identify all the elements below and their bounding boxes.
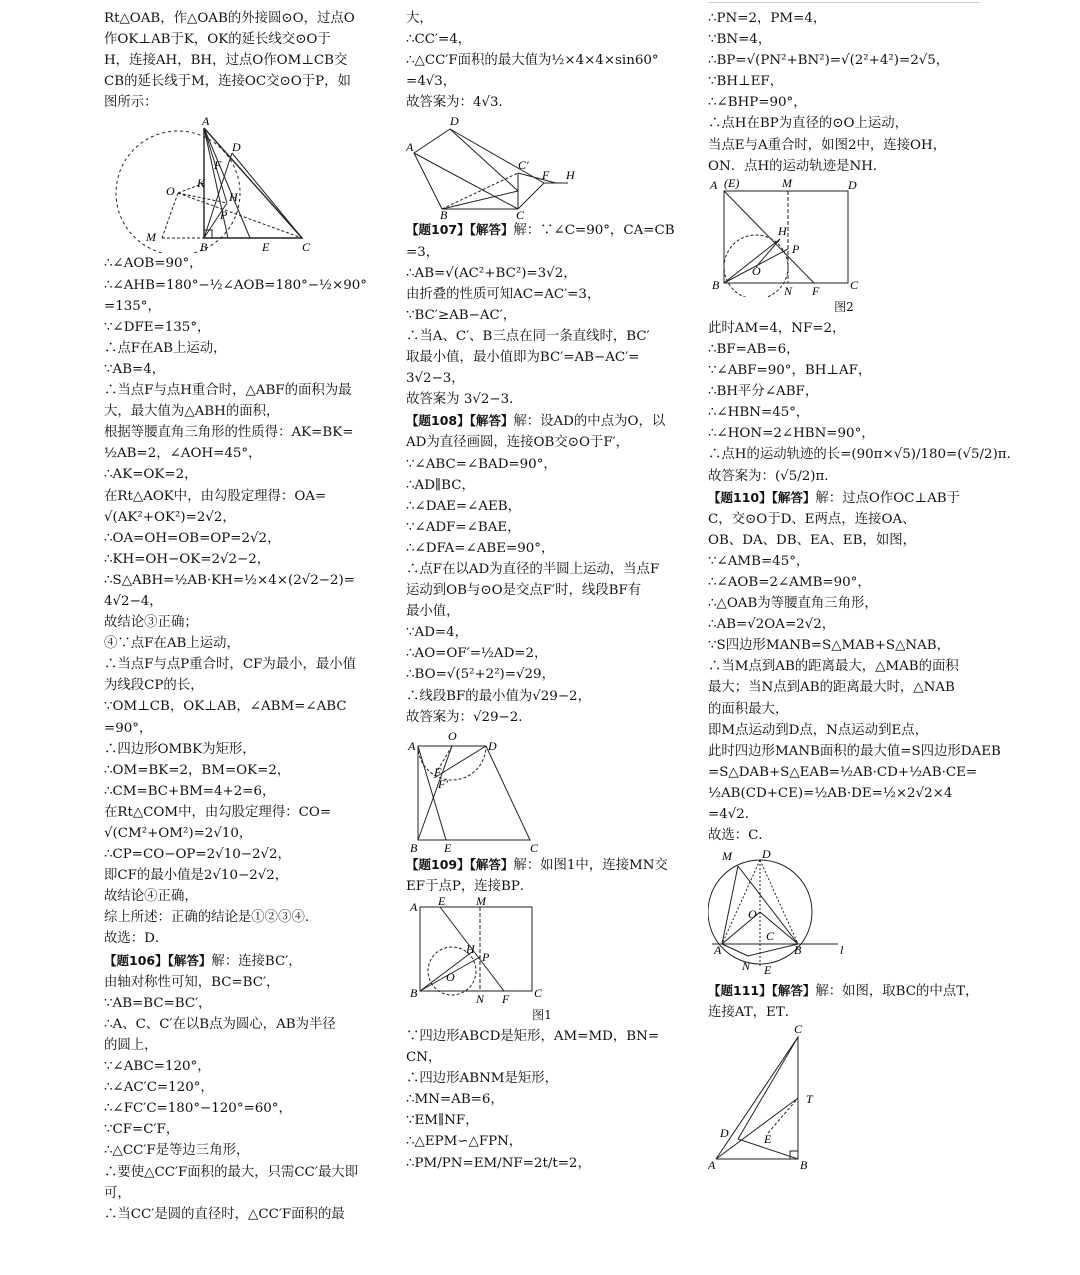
- svg-text:H: H: [466, 941, 475, 956]
- text-line: ∴A、C、C′在以B点为圆心，AB为半径: [104, 1016, 336, 1032]
- text-line: ∵OM⊥CB，OK⊥AB，∠ABM=∠ABC: [104, 699, 347, 715]
- svg-text:D: D: [762, 847, 771, 862]
- text-line: ∴∠AOB=90°，: [104, 256, 203, 272]
- text-line: ∴当CC′是圆的直径时，△CC′F面积的最: [104, 1206, 345, 1222]
- text-line: √(AK²+OK²)=2√2，: [104, 509, 236, 525]
- text-line: 在Rt△COM中，由勾股定理得：CO=: [104, 804, 332, 820]
- text-line: ∵BH⊥EF，: [708, 74, 784, 90]
- text-line: ∴∠AC′C=120°，: [104, 1080, 214, 1096]
- text-line: ∴BO=√(5²+2²)=√29，: [406, 667, 555, 683]
- svg-text:M: M: [476, 896, 486, 908]
- text-line: ∵S四边形MANB=S△MAB+S△NAB，: [708, 638, 951, 654]
- svg-text:P: P: [792, 241, 800, 256]
- text-line: ∴△CC′F面积的最大值为½×4×4×sin60°: [406, 53, 659, 69]
- text-line: 故答案为：√29−2．: [406, 709, 532, 725]
- svg-text:O: O: [446, 969, 455, 984]
- problem-109: [406, 854, 678, 897]
- text-line: ∴AD∥BC，: [406, 477, 475, 493]
- svg-text:C: C: [516, 208, 525, 220]
- text-line: ∴CP=CO−OP=2√10−2√2，: [104, 847, 291, 863]
- text-line: ∵∠ADF=∠BAE，: [406, 519, 521, 535]
- text-line: ∴MN=AB=6，: [406, 1092, 504, 1108]
- text-line: 故答案为：4√3．: [406, 95, 512, 111]
- text-line: CN，: [406, 1050, 442, 1066]
- text-line: ∵AB=BC=BC′，: [104, 995, 212, 1011]
- text-line: AD为直径画圆，连接OB交⊙O于F′，: [406, 435, 630, 451]
- svg-text:B: B: [200, 240, 208, 254]
- text-line: ∴∠DAE=∠AEB，: [406, 498, 522, 514]
- text-line: ∵AD=4，: [406, 625, 469, 641]
- text-line: ∴OM=BK=2，BM=OK=2，: [104, 762, 291, 778]
- text-line: 此时四边形MANB面积的最大值=S四边形DAEB: [708, 743, 1001, 759]
- problem-heading-line: [406, 219, 678, 241]
- problem-heading-line: [708, 980, 980, 1002]
- text-line: 大，: [406, 11, 433, 26]
- text-line: ∵BC′≥AB−AC′，: [406, 307, 517, 323]
- text-line: ∴CM=BC+BM=4+2=6，: [104, 783, 276, 799]
- text-line: 由折叠的性质可知AC=AC′=3，: [406, 286, 601, 302]
- text-line: ∴AB=√(AC²+BC²)=3√2，: [406, 265, 577, 281]
- svg-text:K: K: [197, 176, 206, 191]
- svg-text:N: N: [784, 283, 793, 297]
- svg-text:F: F: [434, 764, 442, 779]
- text-line: 解：如图1中，连接MN交: [513, 857, 668, 873]
- text-line: √(CM²+OM²)=2√10，: [104, 826, 253, 841]
- svg-text:F: F: [214, 158, 222, 173]
- text-line: =90°，: [104, 720, 153, 736]
- svg-text:C: C: [530, 840, 539, 854]
- svg-text:M: M: [782, 176, 792, 190]
- text-line: ∵CF=C′F，: [104, 1122, 180, 1138]
- text-line: ½AB(CD+CE)=½AB·DE=½×2√2×4: [708, 785, 953, 801]
- text-line: ∵∠ABF=90°，BH⊥AF，: [708, 363, 872, 379]
- text-line: 故结论③正确；: [104, 615, 198, 631]
- text-line: ∵∠DFE=135°，: [104, 319, 211, 335]
- text-line: ∴KH=OH−OK=2√2−2，: [104, 551, 271, 567]
- svg-text:A: A: [408, 738, 416, 753]
- text-line: 故选：C．: [708, 828, 772, 844]
- svg-text:H: H: [566, 168, 575, 183]
- figure-109-1: [406, 897, 678, 1005]
- text-line: ∴∠FC′C=180°−120°=60°，: [104, 1101, 292, 1117]
- problem-heading: 【题110】【解答】: [708, 489, 816, 505]
- svg-text:C: C: [302, 240, 311, 254]
- text-line: =135°，: [104, 298, 161, 314]
- text-line: ∴BF=AB=6，: [708, 341, 800, 357]
- text-line: ∴AB=√2OA=2√2，: [708, 617, 836, 633]
- column-3: [708, 8, 1020, 1172]
- svg-text:O: O: [752, 263, 761, 278]
- svg-text:A: A: [410, 899, 418, 914]
- svg-text:E: E: [438, 896, 446, 908]
- problem-heading: 【题108】【解答】: [406, 413, 514, 429]
- svg-text:B: B: [440, 208, 448, 220]
- figure-105: [104, 113, 378, 253]
- text-line: EF于点P，连接BP．: [406, 878, 534, 894]
- text-line: ∴AO=OF′=½AD=2，: [406, 646, 548, 662]
- svg-text:E: E: [764, 963, 772, 978]
- svg-text:(E): (E): [724, 176, 740, 190]
- text-line: =S△DAB+S△EAB=½AB·CD+½AB·CE=: [708, 764, 978, 780]
- svg-text:l: l: [840, 943, 844, 958]
- text-line: ∴∠HON=2∠HBN=90°，: [708, 426, 875, 442]
- text-line: 故答案为 3√2−3．: [406, 392, 523, 408]
- problem-heading: 【题107】【解答】: [406, 222, 514, 238]
- text-line: 大，最大值为△ABH的面积，: [104, 404, 280, 420]
- problem-108: [406, 410, 678, 727]
- text-line: ∴点H的运动轨迹的长=(90π×√5)/180=(√5/2)π．: [708, 447, 1020, 463]
- text-line: 故选：D．: [104, 931, 169, 947]
- text-line: 根据等腰直角三角形的性质得：AK=BK=: [104, 425, 354, 441]
- col3-text-b: [708, 318, 1020, 487]
- text-line: 的圆上，: [104, 1037, 158, 1053]
- svg-text:P: P: [220, 208, 228, 223]
- svg-text:M: M: [722, 849, 732, 864]
- svg-text:M: M: [146, 230, 156, 245]
- problem-107: [406, 219, 678, 410]
- svg-text:A: A: [714, 943, 722, 958]
- text-line: ∴四边形OMBK为矩形，: [104, 741, 256, 757]
- problem-111: [708, 980, 980, 1023]
- text-line: ∴当A、C′、B三点在同一条直线时，BC′: [406, 328, 650, 344]
- text-line: 解：过点O作OC⊥AB于: [815, 490, 960, 506]
- text-line: 可，: [104, 1185, 131, 1201]
- col3-text-a: [708, 8, 980, 177]
- text-line: ∴PN=2，PM=4，: [708, 11, 827, 26]
- svg-text:D: D: [720, 1126, 729, 1141]
- problem-heading-line: [406, 854, 678, 876]
- col1-text-b: [104, 253, 378, 949]
- text-line: ON．点H的运动轨迹是NH．: [708, 158, 887, 174]
- text-line: 最小值，: [406, 604, 460, 620]
- text-line: 解：设AD的中点为O，以: [513, 414, 666, 430]
- svg-text:H: H: [229, 190, 238, 205]
- text-line: ∵EM∥NF，: [406, 1113, 479, 1129]
- text-line: ∴当点F与点P重合时，CF为最小，最小值: [104, 657, 357, 673]
- text-line: 由轴对称性可知，BC=BC′，: [104, 974, 280, 990]
- text-line: 即M点运动到D点，N点运动到E点，: [708, 722, 929, 738]
- text-line: ∴△EPM∽△FPN，: [406, 1134, 523, 1150]
- text-line: 为线段CP的长，: [104, 678, 204, 694]
- text-line: =4√2．: [708, 807, 759, 822]
- svg-text:C′: C′: [518, 158, 529, 173]
- problem-heading: 【题106】【解答】: [104, 952, 212, 968]
- text-line: 解：∵∠C=90°，CA=CB: [513, 223, 675, 239]
- svg-text:O: O: [166, 184, 175, 199]
- text-line: ∴点F在以AD为直径的半圆上运动，当点F: [406, 561, 660, 577]
- text-line: ∴△CC′F是等边三角形，: [104, 1143, 250, 1159]
- text-line: =4√3，: [406, 74, 457, 90]
- text-line: ∴∠HBN=45°，: [708, 405, 810, 421]
- text-line: ∴当M点到AB的距离最大，△MAB的面积: [708, 659, 959, 675]
- svg-text:P: P: [482, 949, 490, 964]
- text-line: 运动到OB与⊙O是交点F′时，线段BF有: [406, 583, 642, 599]
- text-line: ∴△OAB为等腰直角三角形，: [708, 596, 878, 612]
- text-line: C，交⊙O于D、E两点，连接OA、: [708, 511, 916, 527]
- svg-text:D: D: [488, 738, 497, 753]
- text-line: 当点E与A重合时，如图2中，连接OH，: [708, 137, 947, 153]
- text-line: ∴BP=√(PN²+BN²)=√(2²+4²)=2√5，: [708, 53, 950, 69]
- svg-text:F: F: [542, 168, 550, 183]
- text-line: ∵BN=4，: [708, 32, 772, 48]
- text-line: ∴OA=OH=OB=OP=2√2，: [104, 530, 281, 546]
- text-line: 解：连接BC′，: [211, 953, 302, 969]
- svg-text:D: D: [848, 177, 857, 192]
- svg-text:C: C: [794, 1023, 803, 1037]
- svg-text:B: B: [410, 840, 418, 854]
- svg-text:D: D: [450, 114, 459, 129]
- problem-110: [708, 487, 1001, 847]
- text-line: ∴四边形ABNM是矩形，: [406, 1071, 559, 1087]
- text-line: ④∵点F在AB上运动，: [104, 636, 240, 652]
- svg-text:N: N: [742, 959, 751, 974]
- figure-108: [406, 728, 678, 854]
- figure-110: [708, 846, 980, 980]
- text-line: 作OK⊥AB于K，OK的延长线交⊙O于: [104, 32, 331, 48]
- svg-text:B: B: [800, 1158, 808, 1172]
- svg-text:C: C: [766, 929, 775, 944]
- text-line: ∴∠AHB=180°−½∠AOB=180°−½×90°: [104, 277, 367, 293]
- figure-106: [406, 113, 678, 219]
- svg-text:F: F: [502, 991, 510, 1005]
- svg-text:A: A: [202, 114, 210, 129]
- text-line: ∵∠AMB=45°，: [708, 553, 810, 569]
- top-rule: [708, 2, 980, 3]
- text-line: ∴AK=OK=2，: [104, 467, 198, 483]
- svg-text:C: C: [534, 985, 543, 1000]
- text-line: 综上所述：正确的结论是①②③④．: [104, 910, 319, 926]
- text-line: 连接AT，ET．: [708, 1005, 799, 1021]
- text-line: ½AB=2，∠AOH=45°，: [104, 446, 262, 462]
- text-line: ∴点F在AB上运动，: [104, 340, 227, 356]
- problem-106: [104, 950, 378, 1225]
- svg-text:O: O: [448, 728, 457, 743]
- text-line: ∴点H在BP为直径的⊙O上运动，: [708, 116, 909, 132]
- text-line: ∴BH平分∠ABF，: [708, 384, 819, 400]
- text-line: ∴∠BHP=90°，: [708, 95, 807, 111]
- text-line: ∵∠ABC=∠BAD=90°，: [406, 456, 557, 472]
- figure-111: [708, 1023, 980, 1171]
- text-line: 在Rt△AOK中，由勾股定理得：OA=: [104, 488, 327, 504]
- text-line: ∴S△ABH=½AB·KH=½×4×(2√2−2)=: [104, 572, 355, 588]
- problem-heading-line: [406, 410, 678, 432]
- text-line: ∴线段BF的最小值为√29−2，: [406, 688, 591, 704]
- figure-caption: 图1: [532, 1007, 552, 1022]
- text-line: 的面积最大，: [708, 701, 789, 717]
- svg-text:E: E: [262, 240, 270, 254]
- text-line: 4√2−4，: [104, 593, 163, 609]
- problem-heading: 【题111】【解答】: [708, 983, 816, 999]
- svg-text:A: A: [710, 177, 718, 192]
- text-line: ∴∠AOB=2∠AMB=90°，: [708, 574, 871, 590]
- problem-heading: 【题109】【解答】: [406, 856, 514, 872]
- text-line: =3，: [406, 244, 440, 260]
- text-line: ∵四边形ABCD是矩形，AM=MD，BN=: [406, 1029, 660, 1044]
- text-line: ∴CC′=4，: [406, 32, 472, 48]
- svg-text:B: B: [712, 277, 720, 292]
- text-line: ∵∠ABC=120°，: [104, 1059, 211, 1075]
- svg-text:N: N: [476, 991, 485, 1005]
- text-line: 图所示：: [104, 95, 158, 111]
- text-line: ∴当点F与点H重合时，△ABF的面积为最: [104, 383, 352, 399]
- svg-text:F′: F′: [438, 776, 448, 791]
- svg-text:D: D: [232, 140, 241, 155]
- text-line: OB、DA、DB、EA、EB，如图，: [708, 532, 916, 548]
- text-line: 解：如图，取BC的中点T，: [815, 984, 979, 1000]
- svg-text:E: E: [764, 1132, 772, 1147]
- svg-text:A: A: [708, 1158, 716, 1172]
- svg-text:H: H: [778, 223, 787, 238]
- text-line: 取最小值，最小值即为BC′=AB−AC′=: [406, 350, 640, 366]
- col1-text-a: [104, 8, 378, 113]
- text-line: ∴PM/PN=EM/NF=2t/t=2，: [406, 1155, 591, 1171]
- svg-text:F: F: [812, 283, 820, 297]
- svg-text:A: A: [406, 140, 414, 155]
- text-line: 故答案为：(√5/2)π．: [708, 468, 838, 484]
- svg-text:T: T: [806, 1092, 813, 1107]
- text-line: 故结论④正确，: [104, 889, 198, 905]
- text-line: CB的延长线于M，连接OC交⊙O于P，如: [104, 74, 351, 90]
- text-line: ∵AB=4，: [104, 361, 166, 377]
- text-line: H，连接AH，BH，过点O作OM⊥CB交: [104, 53, 348, 69]
- text-line: 即CF的最小值是2√10−2√2，: [104, 868, 289, 884]
- col2-text-e: [406, 1026, 678, 1174]
- text-line: ∴要使△CC′F面积的最大，只需CC′最大即: [104, 1164, 359, 1180]
- problem-heading-line: [104, 950, 378, 972]
- figure-caption: 图2: [834, 299, 854, 314]
- svg-text:B: B: [794, 943, 802, 958]
- svg-text:O: O: [748, 907, 757, 922]
- text-line: 3√2−3，: [406, 371, 465, 387]
- text-line: 此时AM=4，NF=2，: [708, 320, 846, 336]
- text-line: Rt△OAB，作△OAB的外接圆⊙O，过点O: [104, 11, 355, 26]
- col2-text-a: [406, 8, 678, 113]
- text-line: ∴∠DFA=∠ABE=90°，: [406, 540, 555, 556]
- problem-heading-line: [708, 487, 980, 509]
- column-1: [104, 8, 378, 1225]
- column-2: [406, 8, 678, 1174]
- svg-text:E: E: [444, 840, 452, 854]
- svg-text:B: B: [410, 985, 418, 1000]
- text-line: 最大；当N点到AB的距离最大时，△NAB: [708, 680, 955, 696]
- svg-text:C: C: [850, 277, 859, 292]
- figure-109-2: [708, 177, 980, 297]
